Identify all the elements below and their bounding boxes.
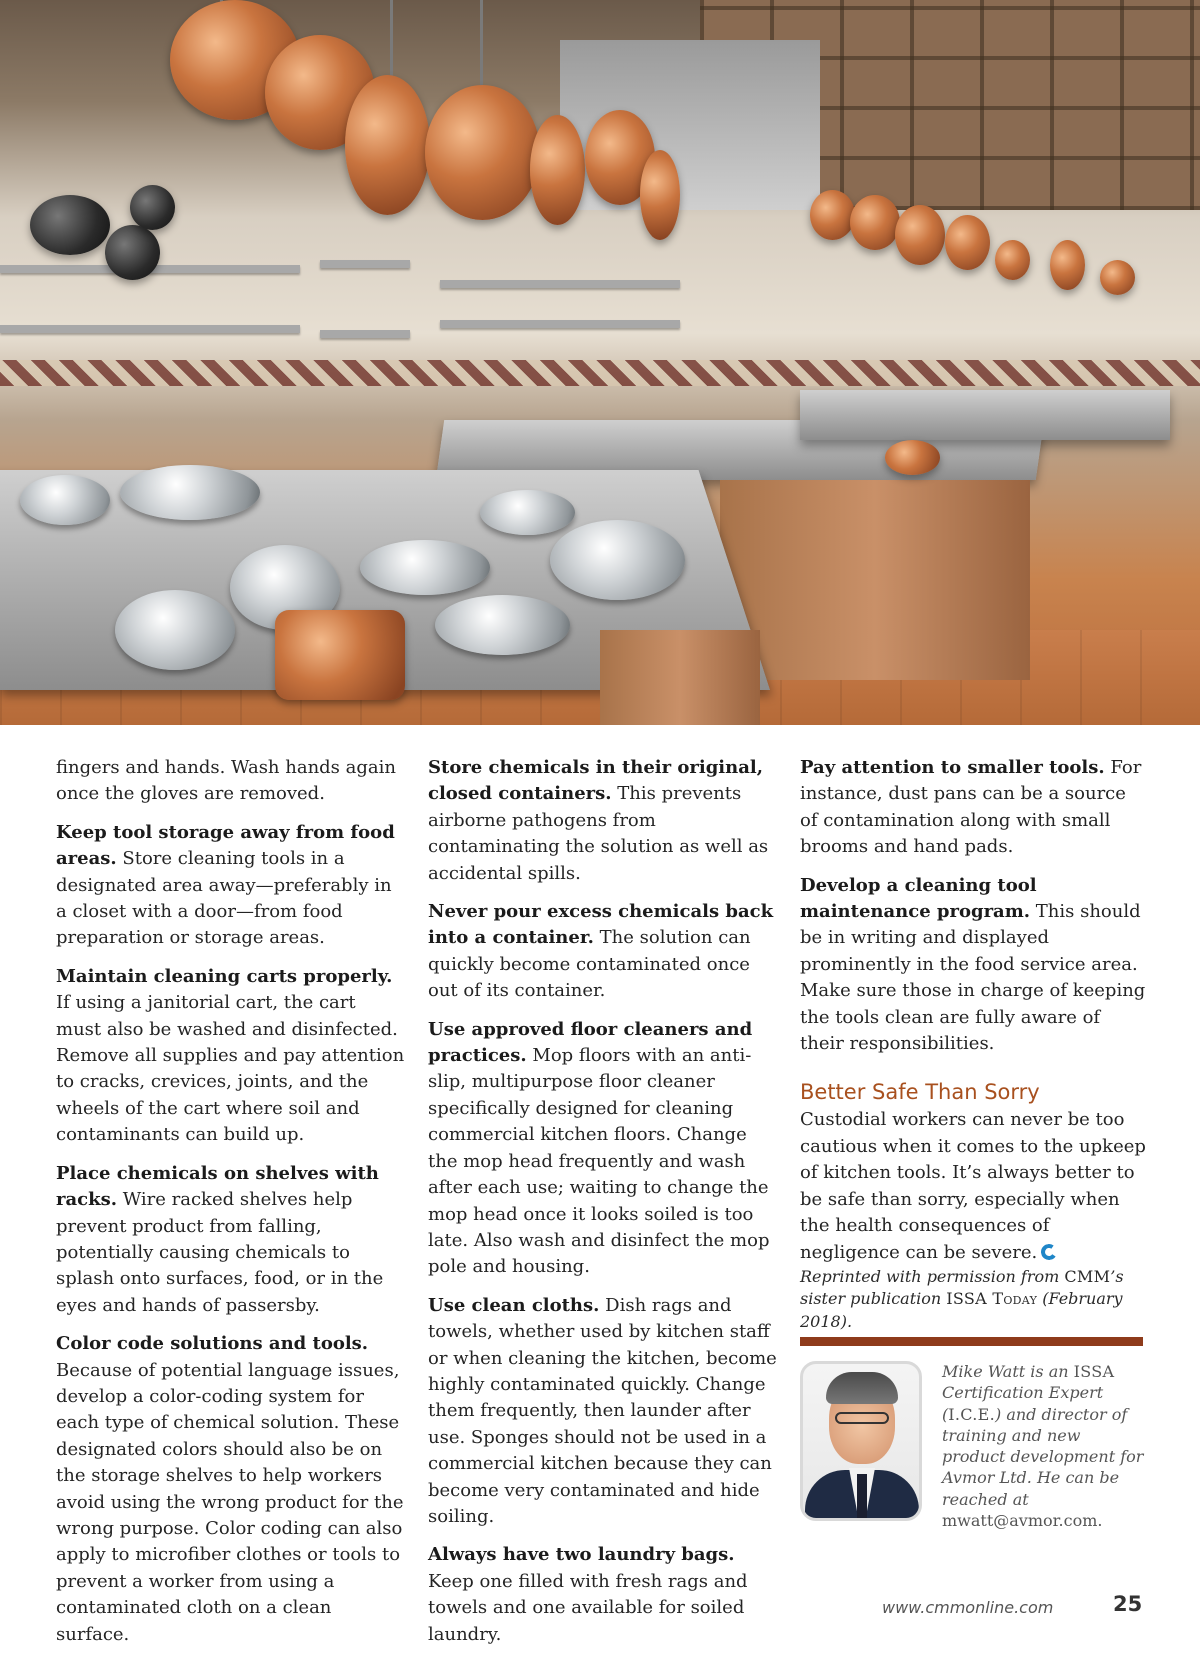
paragraph-text: Store cleaning tools in a designated area away—preferably in a closet with a door—from food preparation or storage areas. bbox=[56, 848, 392, 949]
paragraph bbox=[800, 1107, 1146, 1265]
copper-saucepan bbox=[275, 610, 405, 700]
reprint-text: (February 2018). bbox=[800, 1289, 1123, 1331]
reprint-text: ’s sister publication bbox=[800, 1266, 1124, 1309]
article-column-2 bbox=[428, 755, 780, 1660]
paragraph bbox=[56, 1161, 406, 1319]
article-column-3 bbox=[800, 755, 1146, 1345]
section-subheading: Better Safe Than Sorry bbox=[800, 1080, 1040, 1105]
dark-pan bbox=[30, 195, 110, 255]
paragraph bbox=[56, 1331, 406, 1648]
author-email[interactable]: mwatt@avmor.com bbox=[942, 1511, 1098, 1531]
wood-cabinet bbox=[600, 630, 760, 725]
paragraph-text: fingers and hands. Wash hands again once the gloves are removed. bbox=[56, 757, 396, 805]
paragraph bbox=[428, 1293, 780, 1531]
tip-heading: Always have two laundry bags. bbox=[428, 1544, 735, 1566]
paragraph-text: Wire racked shelves help prevent product from falling, potentially causing chemicals to splash onto surfaces, food, or in the eyes and hands of passersby. bbox=[56, 1189, 384, 1316]
steel-pot-lid bbox=[550, 520, 685, 600]
steel-pan bbox=[360, 540, 490, 595]
wood-cabinet bbox=[720, 480, 1030, 680]
paragraph-text: This should be in writing and displayed prominently in the food service area. Make sure those in charge of keeping the tools clean are fully aware of their responsibilities. bbox=[800, 901, 1146, 1055]
page-number: 25 bbox=[1113, 1592, 1143, 1616]
reprint-cmm: CMM bbox=[1064, 1266, 1111, 1286]
paragraph bbox=[428, 755, 780, 887]
reprint-text: Reprinted with permission from bbox=[800, 1266, 1065, 1286]
wall-shelf bbox=[320, 330, 410, 338]
tip-heading: Develop a cleaning tool maintenance program. bbox=[800, 874, 1037, 923]
wall-shelf bbox=[440, 280, 680, 288]
wall-shelf bbox=[440, 320, 680, 328]
far-counter bbox=[800, 390, 1170, 440]
paragraph-text: This prevents airborne pathogens from contaminating the solution as well as accidental spills. bbox=[428, 783, 769, 884]
paragraph bbox=[428, 1542, 780, 1648]
footer-website[interactable]: www.cmmonline.com bbox=[882, 1598, 1054, 1617]
copper-pot bbox=[345, 75, 430, 215]
bio-divider bbox=[800, 1337, 1143, 1346]
copper-pot bbox=[810, 190, 855, 240]
paragraph bbox=[428, 899, 780, 1005]
copper-pot bbox=[425, 85, 540, 220]
paragraph-text: Mop floors with an anti-slip, multipurpose floor cleaner specifically designed for cleaning commercial kitchen floors. Change the mop head frequently and wash after each use; waiting to change the mop head once it looks soiled is too late. Also wash and disinfect the mop pole and housing. bbox=[428, 1045, 770, 1278]
tip-heading: Color code solutions and tools. bbox=[56, 1333, 369, 1355]
copper-pot bbox=[945, 215, 990, 270]
reprint-note bbox=[800, 1266, 1146, 1334]
steel-pan bbox=[120, 465, 260, 520]
avatar-tie bbox=[857, 1474, 867, 1520]
dark-pan bbox=[105, 225, 160, 280]
bio-text: Certification Expert ( bbox=[942, 1383, 1104, 1424]
cmm-end-mark-icon bbox=[1040, 1242, 1059, 1261]
tip-heading: Place chemicals on shelves with racks. bbox=[56, 1162, 379, 1211]
paragraph-text: Keep one filled with fresh rags and towels and one available for soiled laundry. bbox=[428, 1570, 748, 1645]
paragraph-text: Because of potential language issues, develop a color-coding system for each type of chemical solution. These designated colors should also be on the storage shelves to help workers avoid using the wrong product for the wrong purpose. Color coding can also apply to microfiber clothes or tools to prevent a worker from using a contaminated cloth on a clean surface. bbox=[56, 1359, 404, 1645]
copper-pot bbox=[1100, 260, 1135, 295]
tip-heading: Use approved floor cleaners and practices. bbox=[428, 1018, 753, 1067]
copper-pot bbox=[640, 150, 680, 240]
bio-text: ) and director of training and new product development for Avmor Ltd. He can be reached at bbox=[942, 1404, 1144, 1509]
copper-pot bbox=[530, 115, 585, 225]
wall-tile-band bbox=[0, 360, 1200, 386]
paragraph-text: For instance, dust pans can be a source of contamination along with small brooms and hand pads. bbox=[800, 757, 1142, 858]
paragraph bbox=[800, 755, 1146, 861]
bio-ice: I.C.E. bbox=[948, 1404, 995, 1424]
avatar-glasses bbox=[835, 1412, 889, 1424]
paragraph bbox=[56, 755, 406, 808]
paragraph-text: If using a janitorial cart, the cart must also be washed and disinfected. Remove all supplies and pay attention to cracks, crevices, joints, and the wheels of the cart where soil and contaminants can build up. bbox=[56, 992, 405, 1146]
paragraph bbox=[56, 820, 406, 952]
dark-pan bbox=[130, 185, 175, 230]
steel-pan bbox=[435, 595, 570, 655]
author-bio bbox=[942, 1361, 1147, 1531]
copper-pot bbox=[850, 195, 900, 250]
bio-issa: ISSA bbox=[1073, 1362, 1115, 1381]
copper-pot bbox=[995, 240, 1030, 280]
avatar-hair bbox=[826, 1372, 898, 1404]
tip-heading: Keep tool storage away from food areas. bbox=[56, 821, 395, 870]
bio-text: . bbox=[1097, 1511, 1103, 1531]
paragraph-text: Dish rags and towels, whether used by kitchen staff or when cleaning the kitchen, become highly contaminated quickly. Change them frequently, then launder after use. Sponges should not be used in a commercial kitchen because they can become very contaminated and hide soiling. bbox=[428, 1294, 777, 1527]
steel-pot bbox=[115, 590, 235, 670]
tip-heading: Maintain cleaning carts properly. bbox=[56, 965, 393, 987]
tip-heading: Store chemicals in their original, closed containers. bbox=[428, 757, 764, 805]
tip-heading: Pay attention to smaller tools. bbox=[800, 757, 1105, 778]
tip-heading: Use clean cloths. bbox=[428, 1294, 600, 1316]
steel-bowl bbox=[20, 475, 110, 525]
wall-shelf bbox=[0, 325, 300, 333]
tip-heading: Never pour excess chemicals back into a container. bbox=[428, 901, 774, 949]
copper-pot bbox=[1050, 240, 1085, 290]
paragraph bbox=[428, 1017, 780, 1281]
author-photo bbox=[800, 1361, 922, 1521]
reprint-today: Today bbox=[986, 1289, 1038, 1309]
hero-photo bbox=[0, 0, 1200, 725]
paragraph bbox=[56, 964, 406, 1149]
steel-bowl bbox=[480, 490, 575, 535]
wall-shelf bbox=[320, 260, 410, 268]
copper-pot bbox=[885, 440, 940, 475]
paragraph-text: Custodial workers can never be too cautious when it comes to the upkeep of kitchen tools. It’s always better to be safe than sorry, especially when the health consequences of negligence can be severe. bbox=[800, 1109, 1146, 1263]
copper-pot bbox=[895, 205, 945, 265]
article-column-1 bbox=[56, 755, 406, 1660]
reprint-issa: ISSA bbox=[946, 1289, 987, 1309]
paragraph bbox=[800, 873, 1146, 1058]
paragraph-text: The solution can quickly become contaminated once out of its container. bbox=[428, 927, 751, 1002]
bio-text: Mike Watt is an bbox=[942, 1362, 1074, 1381]
